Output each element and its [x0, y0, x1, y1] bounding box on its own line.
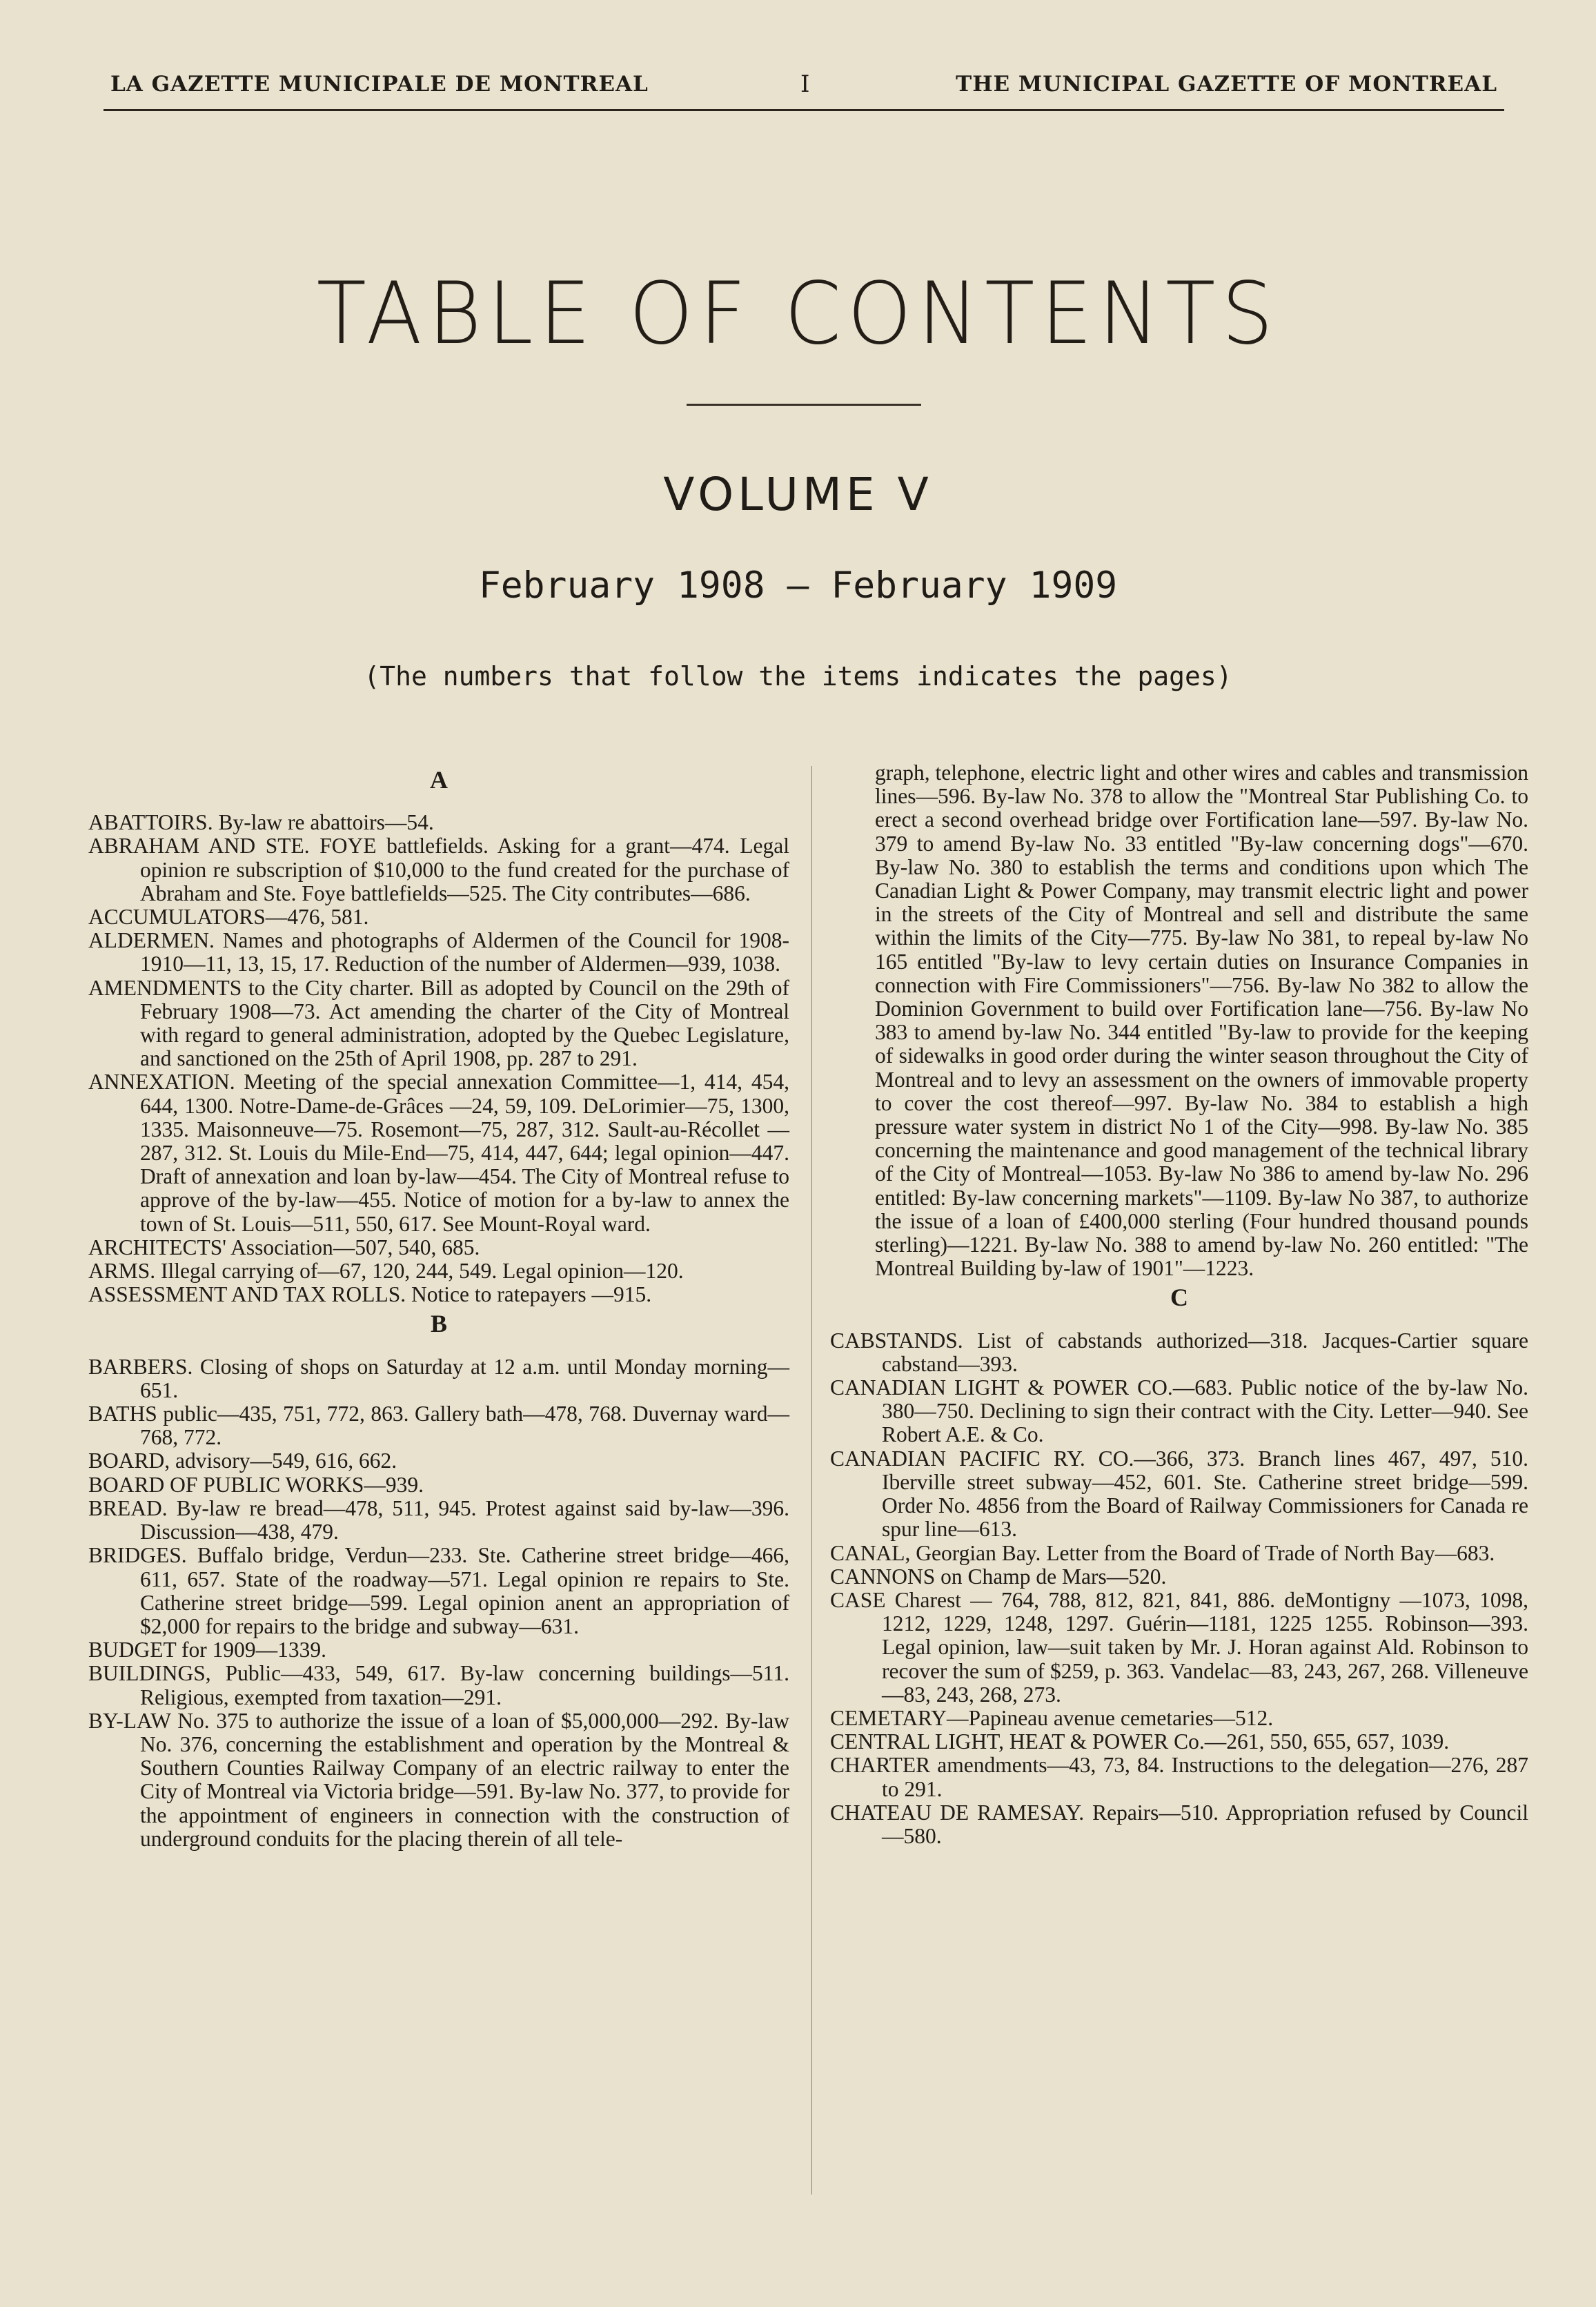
header-rule — [104, 109, 1504, 111]
index-entry: ABRAHAM AND STE. FOYE battlefields. Asking for a grant—474. Legal opinion re subscription of $10,000 to the fund created for the purchase of Abraham and Ste. Foye battlefields—525. The City contributes—686. — [88, 834, 789, 905]
index-entry: BOARD, advisory—549, 616, 662. — [88, 1449, 397, 1473]
index-entry: CANADIAN PACIFIC RY. CO.—366, 373. Branch lines 467, 497, 510. Iberville street subway—452, 601. Ste. Catherine street bridge—599. Order No. 4856 from the Board of Railway Commissioners for Canada re spur line—613. — [830, 1446, 1528, 1542]
index-entry: BRIDGES. Buffalo bridge, Verdun—233. Ste. Catherine street bridge—466, 611, 657. State of the roadway—571. Legal opinion re repairs to Ste. Catherine street bridge—599. Legal opinion anent an appropriation of $2,000 for repairs to the bridge and subway—631. — [88, 1543, 789, 1638]
index-entry: ASSESSMENT AND TAX ROLLS. Notice to ratepayers —915. — [88, 1282, 652, 1307]
index-entry: BATHS public—435, 751, 772, 863. Gallery bath—478, 768. Duvernay ward—768, 772. — [88, 1402, 789, 1450]
index-entry: CHATEAU DE RAMESAY. Repairs—510. Appropriation refused by Council—580. — [830, 1800, 1528, 1848]
index-entry: ARCHITECTS' Association—507, 540, 685. — [88, 1235, 480, 1259]
index-entry: CANADIAN LIGHT & POWER CO.—683. Public notice of the by-law No. 380—750. Declining to sign their contract with the City. Letter—940. See Robert A.E. & Co. — [830, 1375, 1528, 1447]
column-divider — [811, 766, 812, 2195]
page-note: (The numbers that follow the items indicates the pages) — [364, 661, 1232, 691]
header-left-title: LA GAZETTE MUNICIPALE DE MONTREAL — [110, 72, 649, 97]
section-letter: B — [430, 1310, 447, 1338]
index-entry: CANAL, Georgian Bay. Letter from the Board of Trade of North Bay—683. — [830, 1540, 1495, 1565]
index-entry: CANNONS on Champ de Mars—520. — [830, 1564, 1167, 1589]
index-entry: BOARD OF PUBLIC WORKS—939. — [88, 1472, 424, 1497]
date-range: February 1908 — February 1909 — [478, 565, 1118, 607]
running-header — [110, 63, 1497, 105]
index-entry: ACCUMULATORS—476, 581. — [88, 905, 369, 930]
page-number: I — [800, 70, 811, 98]
index-entry: CHARTER amendments—43, 73, 84. Instructions to the delegation—276, 287 to 291. — [830, 1753, 1528, 1801]
section-letter: A — [430, 766, 448, 794]
index-entry: CENTRAL LIGHT, HEAT & POWER Co.—261, 550, 655, 657, 1039. — [830, 1729, 1450, 1754]
index-entry: BY-LAW No. 375 to authorize the issue of a loan of $5,000,000—292. By-law No. 376, concerning the establishment and operation by the Montreal & Southern Counties Railway Company of an electric railway to enter the City of Montreal via Victoria bridge—591. By-law No. 377, to provide for the appointment of engineers in connection with the construction of underground conduits for the placing therein of all tele- — [88, 1708, 789, 1851]
index-entry: ANNEXATION. Meeting of the special annexation Committee—1, 414, 454, 644, 1300. Notre-Dame-de-Grâces —24, 59, 109. DeLorimier—75, 1300, 1335. Maisonneuve—75. Rosemont—75, 287, 312. Sault-au-Récollet —287, 312. St. Louis du Mile-End—75, 414, 447, 644; legal opinion—447. Draft of annexation and loan by-law—454. The City of Montreal refuse to approve of the by-law—455. Notice of motion for a by-law to annex the town of St. Louis—511, 550, 617. See Mount-Royal ward. — [88, 1070, 789, 1236]
index-entry: ARMS. Illegal carrying of—67, 120, 244, 549. Legal opinion—120. — [88, 1259, 684, 1284]
title-rule — [687, 404, 921, 406]
index-entry: CEMETARY—Papineau avenue cemetaries—512. — [830, 1705, 1274, 1730]
left-column — [88, 763, 789, 1851]
index-entry: CABSTANDS. List of cabstands authorized—318. Jacques-Cartier square cabstand—393. — [830, 1328, 1528, 1376]
header-right-title: THE MUNICIPAL GAZETTE OF MONTREAL — [956, 72, 1497, 97]
index-entry: ALDERMEN. Names and photographs of Aldermen of the Council for 1908-1910—11, 13, 15, 17. Reduction of the number of Aldermen—939, 1038. — [88, 928, 789, 976]
index-entry: BUDGET for 1909—1339. — [88, 1638, 327, 1662]
index-entry-continued: graph, telephone, electric light and other wires and cables and transmission lines—596. By-law No. 378 to allow the "Montreal Star Publishing Co. to erect a second overhead bridge over Fortification lane—597. By-law No. 379 to amend By-law No. 33 entitled "By-law concerning dogs"—670. By-law No. 380 to establish the terms and conditions upon which The Canadian Light & Power Company, may transmit electric light and power in the streets of the City of Montreal and sell and distribute the same within the limits of the City—775. By-law No 381, to repeal by-law No 165 entitled "By-law to levy certain duties on Insurance Companies in connection with Fire Commissioners"—756. By-law No 382 to allow the Dominion Government to build over Fortification lane—756. By-law No 383 to amend by-law No. 344 entitled "By-law to provide for the keeping of sidewalks in good order during the winter season throughout the City of Montreal and to levy an assessment on the owners of immovable property to cover the cost thereof—997. By-law No. 384 to establish a high pressure water system in district No 1 of the City—998. By-law No. 385 concerning the maintenance and good management of the technical library of the City of Montreal—1053. By-law No 386 to amend by-law No. 296 entitled: By-law concerning markets"—1109. By-law No 387, to authorize the issue of a loan of £400,000 sterling (Four hundred thousand pounds sterling)—1221. By-law No. 388 to amend by-law No. 260 entitled: "The Montreal Building by-law of 1901"—1223. — [875, 760, 1528, 1281]
section-letter: C — [1170, 1284, 1188, 1312]
index-entry: BARBERS. Closing of shops on Saturday at 12 a.m. until Monday morning—651. — [88, 1354, 789, 1402]
index-entry: AMENDMENTS to the City charter. Bill as adopted by Council on the 29th of February 1908—73. Act amending the charter of the City of Montreal with regard to general administration, adopted by the Quebec Legislature, and sanctioned on the 25th of April 1908, pp. 287 to 291. — [88, 975, 789, 1071]
right-column — [830, 761, 1528, 1848]
index-entry: ABATTOIRS. By-law re abattoirs—54. — [88, 810, 434, 835]
page-title: TABLE OF CONTENTS — [316, 263, 1280, 364]
volume-heading: VOLUME V — [663, 468, 933, 521]
index-entry: CASE Charest — 764, 788, 812, 821, 841, 886. deMontigny —1073, 1098, 1212, 1229, 1248, 1297. Guérin—1181, 1225 1255. Robinson—393. Legal opinion, law—suit taken by Mr. J. Horan against Ald. Robinson to recover the sum of $259, p. 363. Vandelac—83, 243, 267, 268. Villeneuve—83, 243, 268, 273. — [830, 1587, 1528, 1707]
index-entry: BUILDINGS, Public—433, 549, 617. By-law concerning buildings—511. Religious, exempted from taxation—291. — [88, 1661, 789, 1709]
index-entry: BREAD. By-law re bread—478, 511, 945. Protest against said by-law—396. Discussion—438, 479. — [88, 1495, 789, 1544]
